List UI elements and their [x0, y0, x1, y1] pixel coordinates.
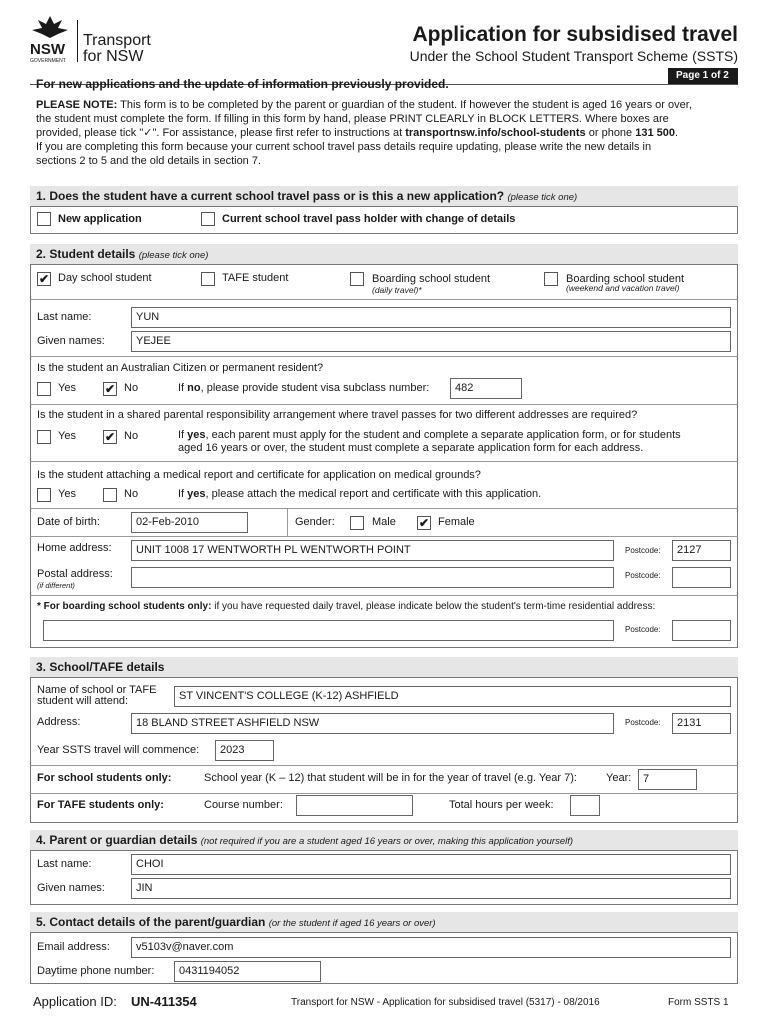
section-3-header: 3. School/TAFE details: [30, 657, 738, 677]
day-school-label: Day school student: [58, 272, 152, 284]
email-label: Email address:: [37, 941, 110, 953]
divider: [30, 461, 738, 462]
footer-form-title: Transport for NSW - Application for subsidised travel (5317) - 08/2016: [291, 997, 600, 1008]
parent-last-name-field[interactable]: CHOI: [131, 854, 731, 875]
term-postcode-field[interactable]: [672, 620, 731, 641]
postal-postcode-label: Postcode:: [625, 571, 661, 580]
boarding-weekend-sub: (weekend and vacation travel): [566, 283, 680, 293]
boarding-daily-checkbox[interactable]: [350, 272, 364, 286]
visa-subclass-field[interactable]: 482: [450, 378, 522, 399]
postal-address-sub: (if different): [37, 581, 75, 590]
section-2-header: 2. Student details (please tick one): [30, 244, 738, 264]
logo-gov: GOVERNMENT: [30, 58, 66, 64]
divider: [30, 356, 738, 357]
boarding-weekend-checkbox[interactable]: [544, 272, 558, 286]
email-field[interactable]: v5103v@naver.com: [131, 937, 731, 958]
boarding-daily-sub: (daily travel)*: [372, 285, 422, 295]
school-only-label: For school students only:: [37, 772, 172, 784]
school-postcode-field[interactable]: 2131: [672, 713, 731, 734]
postal-address-label: Postal address:: [37, 568, 113, 580]
parent-given-names-field[interactable]: JIN: [131, 878, 731, 899]
shared-no-checkbox[interactable]: ✔: [104, 430, 116, 444]
footer-form-code: Form SSTS 1: [668, 997, 729, 1008]
current-pass-checkbox[interactable]: [201, 212, 215, 226]
citizen-question: Is the student an Australian Citizen or permanent resident?: [37, 362, 324, 374]
female-label: Female: [438, 516, 475, 528]
dob-label: Date of birth:: [37, 516, 100, 528]
citizen-no-checkbox[interactable]: ✔: [104, 382, 116, 396]
divider: [30, 595, 738, 596]
shared-if-yes-text: If yes, each parent must apply for the student and complete a separate application form, or for students: [178, 429, 681, 441]
shared-parental-question: Is the student in a shared parental responsibility arrangement where travel passes for two different addresses are required?: [37, 409, 638, 421]
commence-label: Year SSTS travel will commence:: [37, 744, 200, 756]
student-last-name-field[interactable]: YUN: [131, 307, 731, 328]
parent-last-name-label: Last name:: [37, 858, 92, 870]
student-given-names-field[interactable]: YEJEE: [131, 331, 731, 352]
logo-divider: [77, 20, 78, 62]
section-1-header: 1. Does the student have a current school travel pass or is this a new application? (please tick one): [30, 186, 738, 206]
school-address-field[interactable]: 18 BLAND STREET ASHFIELD NSW: [131, 713, 614, 734]
dob-field[interactable]: 02-Feb-2010: [131, 512, 248, 533]
tafe-checkbox[interactable]: [201, 272, 215, 286]
school-name-label-2: student will attend:: [37, 695, 129, 707]
course-number-field[interactable]: [296, 795, 413, 816]
school-year-field[interactable]: 7: [638, 769, 697, 790]
shared-if-yes-text-2: aged 16 years or over, the student must complete a separate application form for each address.: [178, 442, 644, 454]
new-application-checkbox[interactable]: [37, 212, 51, 226]
app-id-label: Application ID:: [33, 994, 117, 1009]
citizen-yes-checkbox[interactable]: [37, 382, 51, 396]
section-5-header: 5. Contact details of the parent/guardian (or the student if aged 16 years or over): [30, 912, 738, 932]
home-postcode-field[interactable]: 2127: [672, 540, 731, 561]
help-link[interactable]: transportnsw.info/school-students: [405, 127, 586, 139]
hours-per-week-field[interactable]: [570, 795, 600, 816]
parent-given-names-label: Given names:: [37, 882, 105, 894]
nsw-logo: [30, 14, 160, 66]
page-badge: [668, 68, 738, 84]
app-id-value: UN-411354: [131, 994, 197, 1009]
waratah-icon: [30, 14, 70, 40]
form-subtitle: Under the School Student Transport Scheme (SSTS): [409, 48, 738, 64]
term-postcode-label: Postcode:: [625, 625, 661, 634]
shared-yes-label: Yes: [58, 430, 76, 442]
intro-note: PLEASE NOTE: This form is to be completed by the parent or guardian of the student. If however the student is aged 16 years or over, the student must complete the form. If filling in this form by hand, please PRINT CLEARLY in BLOCK LETTERS. Where boxes are provided, please tick "✓". For assistance, please first refer to instructions at transportnsw.info/school-students or phone 131 500. If you are completing this form because your current school travel pass details require updating, please write the new details in sections 2 to 5 and the old details in section 7.: [36, 99, 692, 167]
citizen-if-no-text: If no, please provide student visa subclass number:: [178, 382, 430, 394]
medical-question: Is the student attaching a medical report and certificate for application on medical grounds?: [37, 469, 481, 481]
medical-no-checkbox[interactable]: [103, 488, 117, 502]
student-given-names-label: Given names:: [37, 335, 105, 347]
medical-yes-checkbox[interactable]: [37, 488, 51, 502]
logo-nsw: NSW: [30, 41, 65, 58]
citizen-no-label: No: [124, 382, 139, 394]
divider: [30, 793, 738, 794]
day-school-checkbox[interactable]: ✔: [38, 272, 50, 286]
boarding-daily-label: Boarding school student: [372, 273, 491, 285]
boarding-note: * For boarding school students only: if you have requested daily travel, please indicate below the student's term-time residential address:: [37, 601, 656, 612]
commence-field[interactable]: 2023: [215, 740, 274, 761]
school-name-label: Name of school or TAFE: [37, 684, 157, 696]
school-postcode-label: Postcode:: [625, 718, 661, 727]
home-address-field[interactable]: UNIT 1008 17 WENTWORTH PL WENTWORTH POINT: [131, 540, 614, 561]
section-4-header: 4. Parent or guardian details (not required if you are a student aged 16 years or over, making this application yourself): [30, 830, 738, 850]
new-application-label: New application: [58, 213, 142, 225]
male-checkbox[interactable]: [350, 516, 364, 530]
boarding-weekend-label: Boarding school student: [566, 273, 685, 285]
divider: [30, 404, 738, 405]
gender-label: Gender:: [295, 516, 335, 528]
school-name-field[interactable]: ST VINCENT'S COLLEGE (K-12) ASHFIELD: [174, 686, 731, 707]
logo-org: Transport: [83, 32, 151, 49]
phone-label: Daytime phone number:: [37, 965, 155, 977]
form-title: Application for subsidised travel: [412, 23, 738, 46]
hours-per-week-label: Total hours per week:: [449, 799, 554, 811]
intro-heading: For new applications and the update of information previously provided.: [36, 77, 449, 91]
logo-org2: for NSW: [83, 48, 144, 65]
school-year-question: School year (K – 12) that student will be in for the year of travel (e.g. Year 7):: [204, 772, 577, 784]
year-label: Year:: [606, 772, 632, 784]
shared-yes-checkbox[interactable]: [37, 430, 51, 444]
divider: [30, 508, 738, 509]
shared-no-label: No: [124, 430, 139, 442]
phone-field[interactable]: 0431194052: [174, 961, 321, 982]
term-address-field[interactable]: [43, 620, 614, 641]
home-postcode-label: Postcode:: [625, 546, 661, 555]
postal-address-field[interactable]: [131, 567, 614, 588]
citizen-yes-label: Yes: [58, 382, 76, 394]
page-number: Page 1 of 2: [676, 70, 729, 81]
medical-if-yes-text: If yes, please attach the medical report and certificate with this application.: [178, 488, 542, 500]
medical-no-label: No: [124, 488, 139, 500]
male-label: Male: [372, 516, 396, 528]
female-checkbox[interactable]: ✔: [418, 516, 430, 530]
tafe-label: TAFE student: [222, 272, 289, 284]
student-last-name-label: Last name:: [37, 311, 92, 323]
postal-postcode-field[interactable]: [672, 567, 731, 588]
divider: [30, 765, 738, 766]
current-pass-label: Current school travel pass holder with change of details: [222, 213, 516, 225]
course-number-label: Course number:: [204, 799, 283, 811]
school-address-label: Address:: [37, 716, 81, 728]
divider-vertical: [287, 508, 288, 536]
medical-yes-label: Yes: [58, 488, 76, 500]
divider: [30, 536, 738, 537]
tafe-only-label: For TAFE students only:: [37, 799, 164, 811]
divider: [30, 299, 738, 300]
home-address-label: Home address:: [37, 542, 112, 554]
